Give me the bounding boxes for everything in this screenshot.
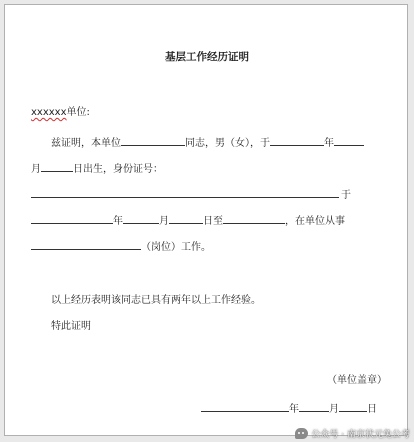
blank-from-month <box>123 213 159 224</box>
line3-text: 于 <box>341 190 351 201</box>
certificate-sheet <box>4 4 408 436</box>
blank-start-year <box>270 135 324 146</box>
body-line-2 <box>31 161 163 176</box>
line1-text-2: 同志，男（女），于 <box>185 138 270 149</box>
blank-sign-year <box>201 401 289 412</box>
line1-text-1: 兹证明，本单位 <box>51 138 121 149</box>
line4-text-2: 月 <box>159 216 169 227</box>
seal-label: （单位盖章） <box>327 375 387 386</box>
date-day: 日 <box>367 404 377 415</box>
line2-text-1: 月 <box>31 164 41 175</box>
line4-text-4: ，在单位从事 <box>285 216 345 227</box>
blank-sign-month <box>299 401 329 412</box>
line5-text: （岗位）工作。 <box>141 242 211 253</box>
closing: 特此证明 <box>51 321 91 332</box>
blank-from-year <box>31 213 113 224</box>
blank-position <box>31 239 141 250</box>
date-year: 年 <box>289 404 299 415</box>
blank-to-date <box>223 213 285 224</box>
blank-sign-day <box>339 401 367 412</box>
body-line-3 <box>31 187 351 202</box>
blank-birth-year <box>334 135 364 146</box>
blank-from-day <box>169 213 203 224</box>
line2-text-2: 日出生，身份证号： <box>73 164 163 175</box>
watermark <box>295 427 410 440</box>
blank-birth-month <box>41 161 73 172</box>
recipient-name: xxxxxx <box>31 107 67 118</box>
blank-id-number <box>31 187 339 198</box>
line4-text-1: 年 <box>113 216 123 227</box>
recipient-line <box>31 107 90 119</box>
date-line <box>201 401 377 416</box>
body-line-1 <box>51 135 364 150</box>
date-month: 月 <box>329 404 339 415</box>
statement: 以上经历表明该同志已具有两年以上工作经验。 <box>51 295 261 306</box>
watermark-text: 公众号 · 南京状元兔公考 <box>311 430 410 440</box>
document-title: 基层工作经历证明 <box>165 51 249 63</box>
recipient-suffix: 单位: <box>66 107 90 118</box>
line1-text-3: 年 <box>324 138 334 149</box>
body-line-4 <box>31 213 345 228</box>
blank-name <box>121 135 185 146</box>
line4-text-3: 日至 <box>203 216 223 227</box>
wechat-icon <box>295 428 308 439</box>
body-line-5 <box>31 239 211 254</box>
